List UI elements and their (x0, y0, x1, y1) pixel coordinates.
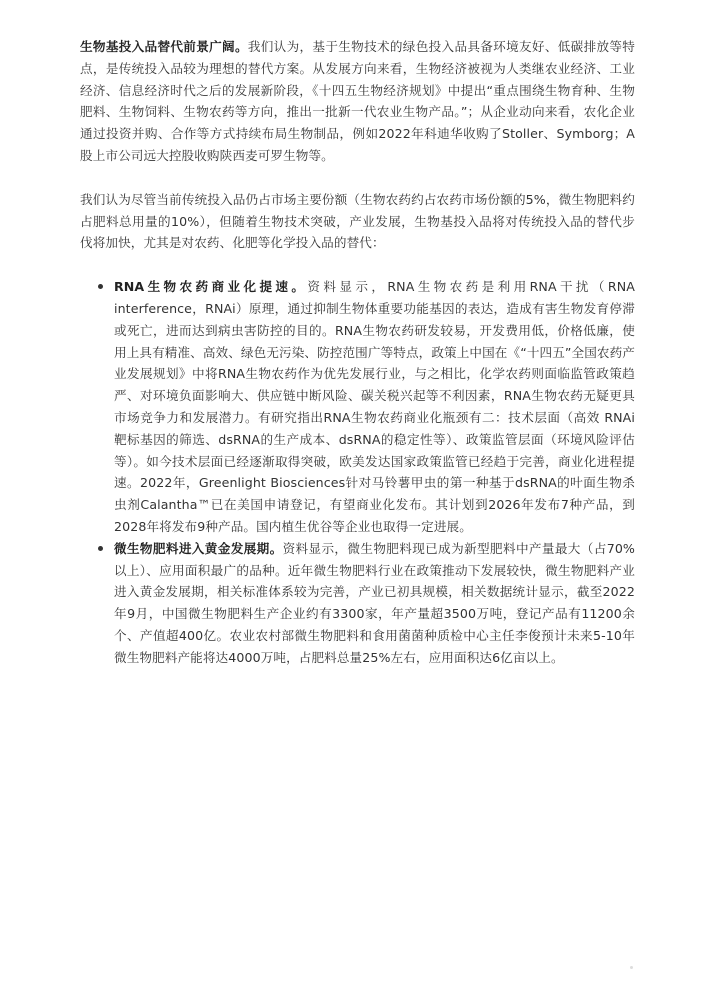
bullet-dot-icon (98, 284, 103, 289)
list-item-text: 资料显示，RNA生物农药是利用RNA干扰（RNA interference，RNAi）原理，通过抑制生物体重要功能基因的表达，造成有害生物发育停滞或死亡，进而达到病虫害防控的目的。RNA生物农药研发较易，开发费用低，价格低廉，使用上具有精准、高效、绿色无污染、防控范围广等特点，政策上中国在《“十四五”全国农药产业发展规划》中将RNA生物农药作为优先发展行业，与之相比，化学农药则面临监管政策趋严、对环境负面影响大、供应链中断风险、碳关税兴起等不利因素，RNA生物农药无疑更具市场竞争力和发展潜力。有研究指出RNA生物农药商业化瓶颈有二：技术层面（高效 RNAi 靶标基因的筛选、dsRNA的生产成本、dsRNA的稳定性等）、政策监管层面（环境风险评估等）。如今技术层面已经逐渐取得突破，欧美发达国家政策监管已经趋于完善，商业化进程提速。2022年，Greenlight Biosciences针对马铃薯甲虫的第一种基于dsRNA的叶面生物杀虫剂Calantha™已在美国申请登记，有望商业化发布。其计划到2026年发布7种产品，到2028年将发布9种产品。国内植生优谷等企业也取得一定进展。 (114, 279, 635, 534)
paragraph-lead: 生物基投入品替代前景广阔。 (80, 39, 248, 54)
bullet-dot-icon (98, 546, 103, 551)
list-item-lead: 微生物肥料进入黄金发展期。 (114, 540, 283, 556)
paragraph-bio-inputs-outlook (80, 36, 635, 167)
paragraph-substitution-view (80, 189, 635, 254)
paragraph-text: 我们认为，基于生物技术的绿色投入品具备环境友好、低碳排放等特点，是传统投入品较为理想的替代方案。从发展方向来看，生物经济被视为人类继农业经济、工业经济、信息经济时代之后的发展新阶段，《十四五生物经济规划》中提出“重点围绕生物育种、生物肥料、生物饲料、生物农药等方向，推出一批新一代农业生物产品。”；从企业动向来看，农化企业通过投资并购、合作等方式持续布局生物制品，例如2022年科迪华收购了Stoller、Symborg；A股上市公司远大控股收购陕西麦可罗生物等。 (80, 39, 635, 163)
paragraph-text: 我们认为尽管当前传统投入品仍占市场主要份额（生物农药约占农药市场份额的5%，微生物肥料约占肥料总用量的10%），但随着生物技术突破，产业发展，生物基投入品将对传统投入品的替代步伐将加快，尤其是对农药、化肥等化学投入品的替代： (80, 191, 635, 251)
list-item-text: 资料显示，微生物肥料现已成为新型肥料中产量最大（占70%以上）、应用面积最广的品种。近年微生物肥料行业在政策推动下发展较快，微生物肥料产业进入黄金发展期，相关标准体系较为完善，产业已初具规模，相关数据统计显示，截至2022年9月，中国微生物肥料生产企业约有3300家，年产量超3500万吨，登记产品有11200余个、产值超400亿。农业农村部微生物肥料和食用菌菌种质检中心主任李俊预计未来5-10年微生物肥料产能将达4000万吨，占肥料总量25%左右，应用面积达6亿亩以上。 (114, 540, 635, 665)
document-body (80, 36, 635, 669)
list-item-rna-pesticide (114, 276, 635, 538)
list-item-lead: RNA生物农药商业化提速。 (114, 279, 308, 295)
list-item-microbial-fertilizer (114, 538, 635, 669)
page-corner-mark (630, 966, 633, 969)
bullet-list (80, 276, 635, 668)
